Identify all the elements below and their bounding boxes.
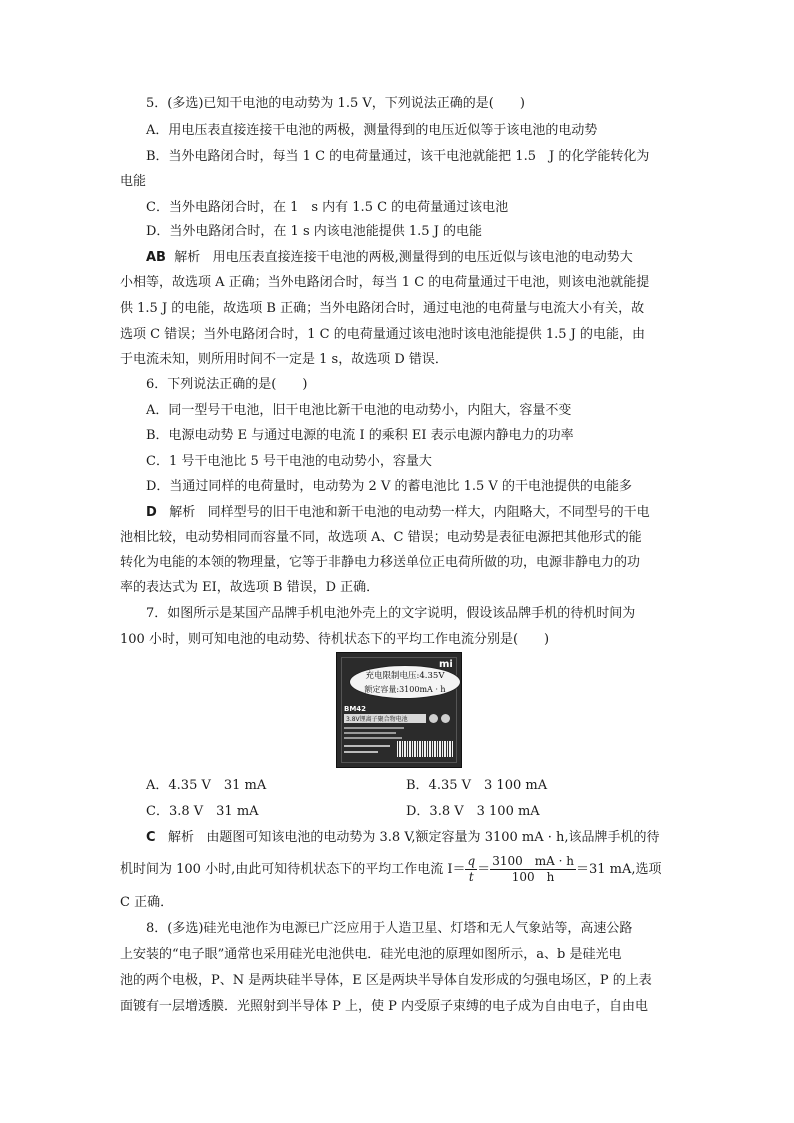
q7-stem-line-1: 7．如图所示是某国产品牌手机电池外壳上的文字说明，假设该品牌手机的待机时间为: [146, 606, 636, 621]
q5-explanation-line-5: 于电流未知，则所用时间不一定是 1 s，故选项 D 错误．: [120, 352, 448, 367]
battery-label-image: [336, 652, 462, 768]
q6-explanation-line-2: 池相比较，电动势相同而容量不同，故选项 A、C 错误；电动势是表征电源把其他形式的能: [120, 530, 642, 545]
q6-explanation-line-3: 转化为电能的本领的物理量，它等于非静电力移送单位正电荷所做的功，电源非静电力的功: [120, 555, 641, 570]
q6-exp-label: 解析: [169, 505, 196, 520]
q7-option-c: C．3.8 V 31 mA: [146, 804, 259, 819]
q5-option-c: C．当外电路闭合时，在 1 s 内有 1.5 C 的电荷量通过该电池: [146, 200, 509, 215]
callout-bubble: [349, 665, 461, 699]
mi-logo: mi: [439, 659, 453, 670]
q7-stem-line-2: 100 小时，则可知电池的电动势、待机状态下的平均工作电流分别是( ): [120, 632, 550, 647]
q5-exp-label: 解析: [174, 250, 201, 265]
q7-option-a: A．4.35 V 31 mA: [146, 778, 267, 793]
q5-stem: 5．(多选)已知干电池的电动势为 1.5 V，下列说法正确的是( ): [146, 96, 525, 111]
q7-explanation-line-1: C 解析 由题图可知该电池的电动势为 3.8 V,额定容量为 3100 mA · h,该品牌手机的待: [146, 830, 660, 845]
q6-stem: 6．下列说法正确的是( ): [146, 377, 308, 392]
recycle-icon: [441, 714, 450, 723]
q5-option-b: B．当外电路闭合时，每当 1 C 的电荷量通过，该干电池就能把 1.5 J 的化学能转化为: [146, 149, 650, 164]
spec-text: [344, 727, 404, 729]
q8-line-3: 池的两个电极，P、N 是两块硅半导体，E 区是两块半导体自发形成的匀强电场区，P 的上表: [120, 973, 652, 988]
barcode: [397, 741, 453, 757]
fraction-capacity-over-time: $\frac{3100 mA \cdot h}{100 h}$: [492, 854, 574, 884]
q5-explanation-line-1: AB 解析 用电压表直接连接干电池的两极,测量得到的电压近似与该电池的电动势大: [146, 250, 633, 265]
q6-option-d: D．当通过同样的电荷量时，电动势为 2 V 的蓄电池比 1.5 V 的干电池提供的电能多: [146, 479, 632, 494]
q5-explanation-line-2: 小相等，故选项 A 正确；当外电路闭合时，每当 1 C 的电荷量通过干电池，则该电池就能提: [120, 275, 650, 290]
q7-option-d: D．3.8 V 3 100 mA: [406, 804, 540, 819]
fraction-q-over-t: $\frac{q}{t}$: [467, 854, 476, 884]
battery-type-strip: 3.8V锂离子聚合物电池: [344, 714, 426, 723]
q5-explanation-line-3: 供 1.5 J 的电能，故选项 B 正确；当外电路闭合时，通过电池的电荷量与电流大小有关，故: [120, 301, 645, 316]
q6-option-b: B．电源电动势 E 与通过电源的电流 I 的乘积 EI 表示电源内静电力的功率: [146, 428, 574, 443]
q5-explanation-line-4: 选项 C 错误；当外电路闭合时，1 C 的电荷量通过该电池时该电池能提供 1.5 J 的电能，由: [120, 327, 645, 342]
q7-explanation-line-2: 机时间为 100 小时,由此可知待机状态下的平均工作电流 I＝ $\frac{q}{t}$ ＝ $\frac{3100 mA \cdot h}{100 h}$ ＝31 mA,选项: [120, 854, 662, 884]
q5-option-a: A．用电压表直接连接干电池的两极，测量得到的电压近似等于该电池的电动势: [146, 123, 598, 138]
q6-option-c: C．1 号干电池比 5 号干电池的电动势小，容量大: [146, 454, 432, 469]
q6-option-a: A．同一型号干电池，旧干电池比新干电池的电动势小，内阻大，容量不变: [146, 403, 572, 418]
q7-exp-label: 解析: [167, 830, 194, 845]
q5-option-b-cont: 电能: [120, 174, 147, 189]
q8-line-4: 面镀有一层增透膜．光照射到半导体 P 上，使 P 内受原子束缚的电子成为自由电子，自由电: [120, 999, 649, 1014]
battery-model: BM42: [344, 705, 367, 713]
q5-answer: AB: [146, 250, 166, 265]
q8-line-1: 8．(多选)硅光电池作为电源已广泛应用于人造卫星、灯塔和无人气象站等，高速公路: [146, 921, 633, 936]
q6-answer: D: [146, 505, 157, 520]
q5-option-d: D．当外电路闭合时，在 1 s 内该电池能提供 1.5 J 的电能: [146, 224, 483, 239]
serial-number: [344, 745, 390, 747]
q7-option-b: B．4.35 V 3 100 mA: [406, 778, 548, 793]
cert-mark-icon: [429, 714, 438, 723]
q6-explanation-line-4: 率的表达式为 EI，故选项 B 错误，D 正确．: [120, 580, 380, 595]
bubble-line-2: 额定容量:3100mA · h: [364, 685, 446, 694]
q7-answer: C: [146, 830, 156, 845]
bubble-line-1: 充电限制电压:4.35V: [365, 671, 445, 681]
q6-explanation-line-1: D 解析 同样型号的旧干电池和新干电池的电动势一样大，内阻略大，不同型号的干电: [146, 505, 650, 520]
q8-line-2: 上安装的“电子眼”通常也采用硅光电池供电．硅光电池的原理如图所示，a、b 是硅光电: [120, 947, 622, 962]
q7-explanation-line-3: C 正确．: [120, 895, 174, 910]
